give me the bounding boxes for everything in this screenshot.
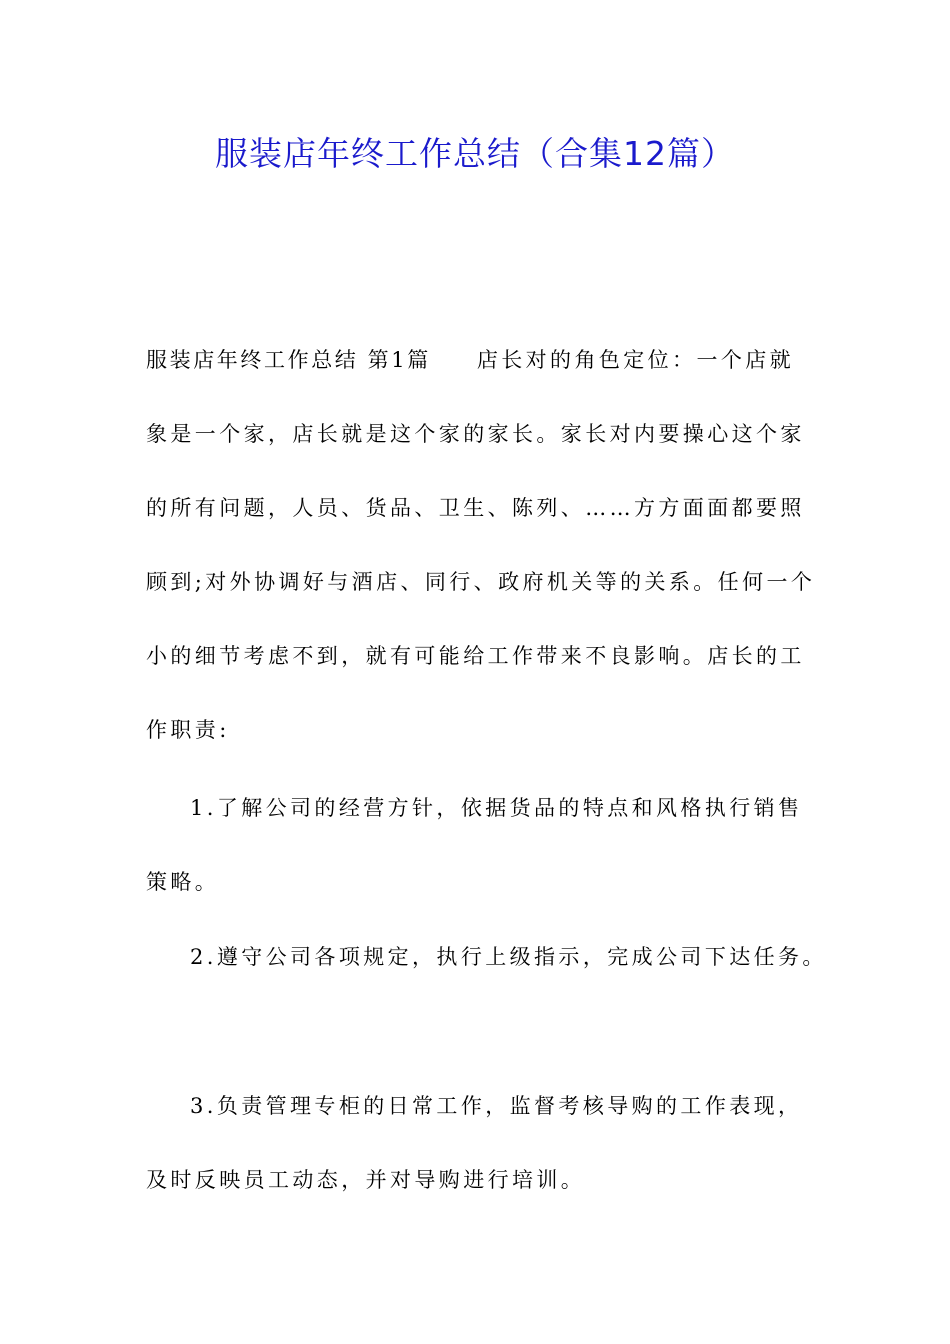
list-item-2: 2.遵守公司各项规定，执行上级指示，完成公司下达任务。: [190, 945, 827, 969]
text-line-3: 的所有问题，人员、货品、卫生、陈列、……方方面面都要照: [146, 496, 805, 520]
text-line-5: 小的细节考虑不到，就有可能给工作带来不良影响。店长的工: [146, 644, 805, 668]
text-line-2: 象是一个家，店长就是这个家的家长。家长对内要操心这个家: [146, 422, 805, 446]
section-heading: 服装店年终工作总结 第1篇: [146, 348, 431, 372]
list-item-3: 3.负责管理专柜的日常工作，监督考核导购的工作表现，: [190, 1094, 803, 1118]
text-line-4: 顾到;对外协调好与酒店、同行、政府机关等的关系。任何一个: [146, 570, 816, 594]
list-item-1: 1.了解公司的经营方针，依据货品的特点和风格执行销售: [190, 796, 803, 820]
list-item-3-continued: 及时反映员工动态，并对导购进行培训。: [146, 1168, 586, 1192]
text-line-1: [146, 342, 816, 378]
list-item-1-continued: 策略。: [146, 870, 220, 894]
paragraph-text: 店长对的角色定位：一个店就: [476, 348, 795, 372]
document-title: 服装店年终工作总结（合集12篇）: [215, 134, 735, 173]
text-line-6: 作职责:: [146, 718, 230, 742]
